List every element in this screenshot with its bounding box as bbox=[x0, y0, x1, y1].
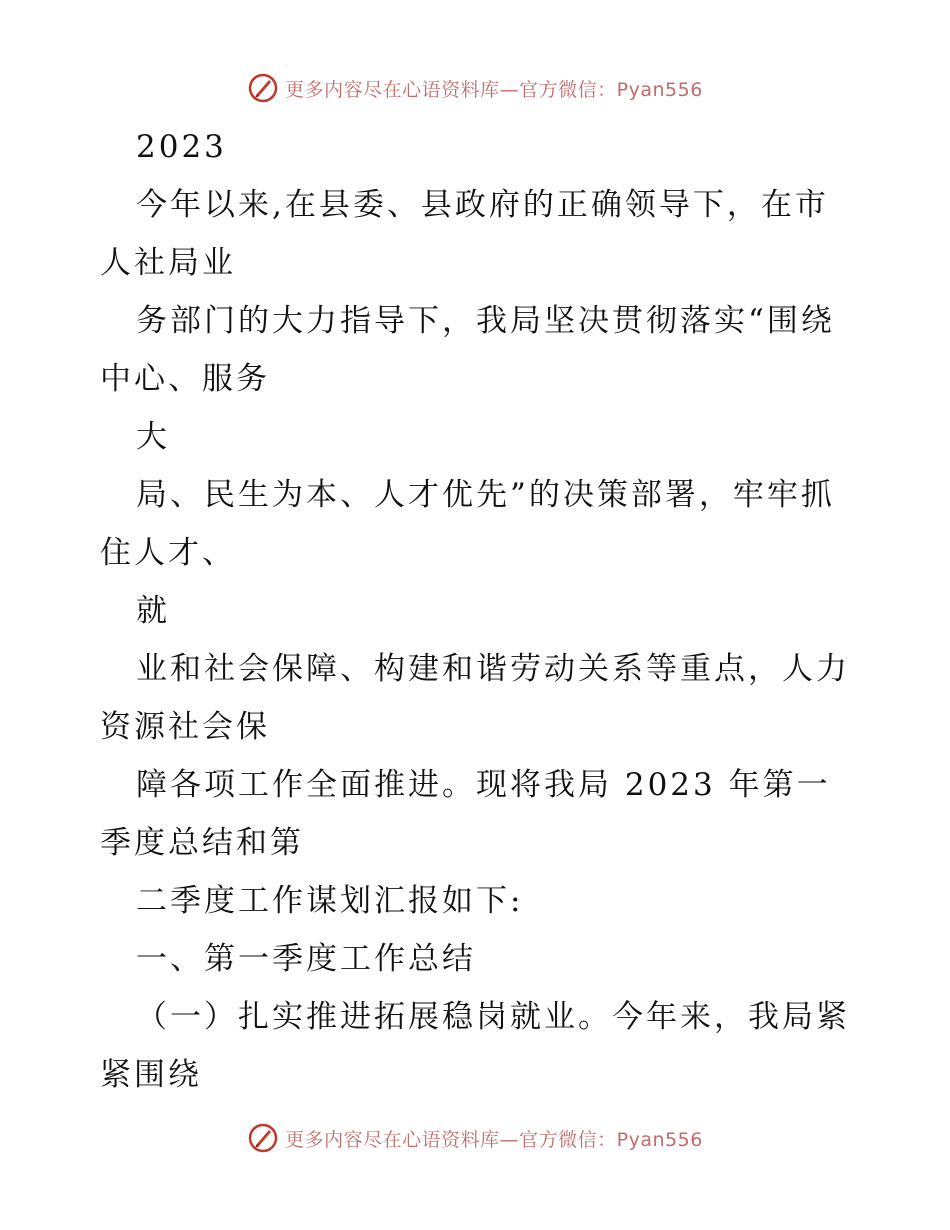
text-line: 二季度工作谋划汇报如下: bbox=[136, 883, 524, 919]
text-line: 一、第一季度工作总结 bbox=[136, 941, 476, 977]
text-line: 局、民生为本、人才优先”的决策部署，牢牢抓 bbox=[136, 477, 835, 513]
document-body bbox=[100, 118, 860, 1104]
watermark-header bbox=[0, 72, 950, 104]
text-line: 人社局业 bbox=[100, 245, 236, 281]
text-line: 今年以来,在县委、县政府的正确领导下，在市 bbox=[136, 187, 829, 223]
text-line: 业和社会保障、构建和谐劳动关系等重点，人力 bbox=[136, 651, 850, 687]
text-line: （一）扎实推进拓展稳岗就业。今年来，我局紧 bbox=[136, 999, 850, 1035]
watermark-footer bbox=[0, 1122, 950, 1154]
quill-pen-logo-icon bbox=[247, 1122, 279, 1154]
text-line: 资源社会保 bbox=[100, 709, 270, 745]
text-line: 季度总结和第 bbox=[100, 825, 304, 861]
watermark-text: 更多内容尽在心语资料库—官方微信：Pyan556 bbox=[285, 1128, 703, 1151]
quill-pen-logo-icon bbox=[247, 72, 279, 104]
text-line: 住人才、 bbox=[100, 535, 236, 571]
text-line: 中心、服务 bbox=[100, 361, 270, 397]
text-line: 大 bbox=[136, 419, 170, 455]
text-line: 障各项工作全面推进。现将我局 2023 年第一 bbox=[136, 767, 831, 803]
text-line: 2023 bbox=[136, 129, 227, 165]
text-line: 就 bbox=[136, 593, 170, 629]
watermark-text: 更多内容尽在心语资料库—官方微信：Pyan556 bbox=[285, 78, 703, 101]
text-line: 务部门的大力指导下，我局坚决贯彻落实“围绕 bbox=[136, 303, 835, 339]
text-line: 紧围绕 bbox=[100, 1057, 202, 1093]
